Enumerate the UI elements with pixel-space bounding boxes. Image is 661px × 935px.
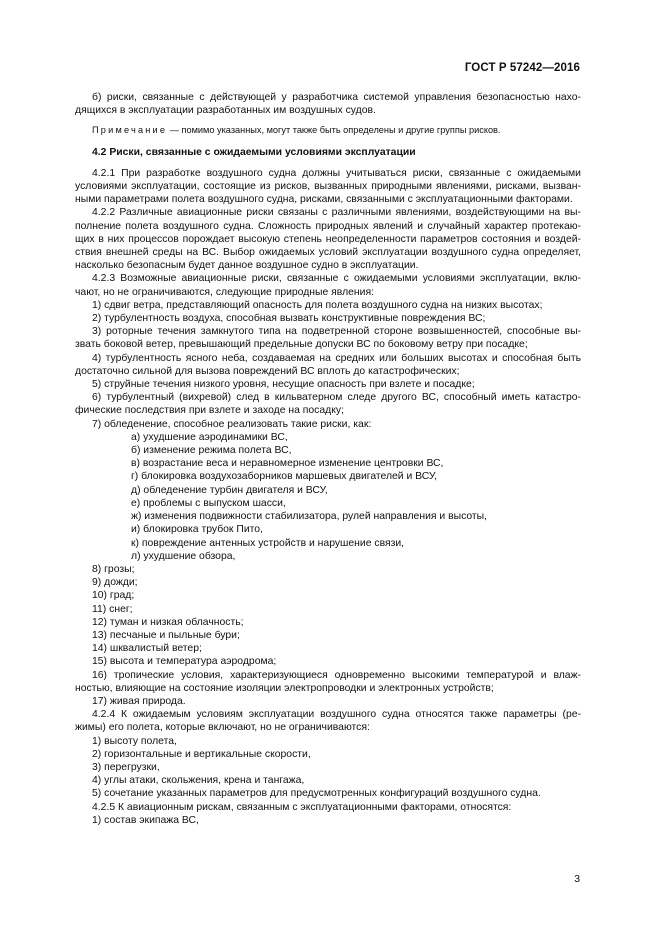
icing-subitem: и) блокировка трубок Пито,: [131, 524, 263, 536]
page-number: 3: [574, 874, 580, 885]
natural-item: 6) турбулентный (вихревой) след в кильватерном следе другого ВС, способный иметь катастро-фические последствия при взлете и заходе на посадку;: [75, 392, 581, 417]
paragraph-4-2-5: 4.2.5 К авиационным рискам, связанным с эксплуатационными факторами, относятся:: [92, 801, 512, 813]
natural-item: 15) высота и температура аэродрома;: [92, 656, 277, 668]
icing-subitem: а) ухудшение аэродинамики ВС,: [131, 431, 288, 443]
note: [75, 124, 581, 137]
natural-item: 2) турбулентность воздуха, способная вызвать конструктивные повреждения ВС;: [92, 313, 486, 325]
natural-item: 8) грозы;: [92, 563, 135, 575]
natural-item: 14) шквалистый ветер;: [92, 643, 202, 655]
ops-item: 1) состав экипажа ВС,: [92, 814, 199, 826]
natural-item: 3) роторные течения замкнутого типа на подветренной стороне возвышенностей, способные вы-звать боковой ветер, превышающий предельные допуски ВС по боковому ветру при посадке;: [75, 326, 581, 351]
flight-item: 4) углы атаки, скольжения, крена и тангажа,: [92, 775, 305, 787]
icing-subitem: д) обледенение турбин двигателя и ВСУ,: [131, 484, 328, 496]
icing-subitem: б) изменение режима полета ВС,: [131, 445, 292, 457]
flight-item: 2) горизонтальные и вертикальные скорости,: [92, 748, 311, 760]
natural-item: 5) струйные течения низкого уровня, несущие опасность при взлете и посадке;: [92, 379, 475, 391]
natural-item: 16) тропические условия, характеризующиеся одновременно высокими температурой и влаж-ностью, влияющие на состояние изоляции электропроводки и электронных устройств;: [75, 669, 581, 694]
flight-item: 1) высоту полета,: [92, 735, 177, 747]
doc-code-header: ГОСТ Р 57242—2016: [464, 62, 580, 74]
document-body: [75, 91, 581, 827]
icing-subitem: в) возрастание веса и неравномерное изменение центровки ВС,: [131, 458, 444, 470]
section-title: 4.2 Риски, связанные с ожидаемыми условиями эксплуатации: [92, 146, 416, 158]
icing-subitem: ж) изменения подвижности стабилизатора, рулей направления и высоты,: [131, 511, 488, 523]
natural-item: 9) дожди;: [92, 577, 138, 589]
natural-item: 7) обледенение, способное реализовать такие риски, как:: [92, 418, 372, 430]
flight-item: 5) сочетание указанных параметров для предусмотренных конфигураций воздушного судна.: [92, 788, 541, 800]
paragraph-4-2-2: 4.2.2 Различные авиационные риски связаны с различными явлениями, воздействующими на вы-полнение полета воздушного судна. Сложность природных явлений и случайный характер протекаю-щих в них процессов порождает высокую степень неопределенности параметров состояния и воздей-ствия внешней среды на ВС. Выбор ожидаемых условий эксплуатации воздушного судна определяет, насколько безопасным будет данное воздушное судно в эксплуатации.: [75, 207, 581, 272]
icing-subitem: л) ухудшение обзора,: [131, 550, 236, 562]
natural-item: 4) турбулентность ясного неба, создаваемая на средних или больших высотах и способная быть достаточно сильной для вызова повреждений ВС вплоть до катастрофических;: [75, 352, 581, 377]
icing-subitem: г) блокировка воздухозаборников маршевых двигателей и ВСУ,: [131, 471, 438, 483]
paragraph-4-2-1: 4.2.1 При разработке воздушного судна должны учитываться риски, связанные с ожидаемыми условиями эксплуатации, состоящие из рисков, вызванных природными явлениями, рисками, вызван-ными параметрами полета воздушного судна, рисками, связанными с эксплуатационными факторами.: [75, 167, 581, 206]
flight-item: 3) перегрузки,: [92, 761, 160, 773]
note-label: Примечание: [92, 125, 168, 136]
note-text: — помимо указанных, могут также быть определены и другие группы рисков.: [167, 125, 501, 136]
natural-item: 1) сдвиг ветра, представляющий опасность для полета воздушного судна на низких высотах;: [92, 299, 543, 311]
natural-item: 10) град;: [92, 590, 135, 602]
natural-item: 13) песчаные и пыльные бури;: [92, 629, 240, 641]
natural-item: 12) туман и низкая облачность;: [92, 616, 244, 628]
icing-subitem: к) повреждение антенных устройств и нарушение связи,: [131, 537, 405, 549]
natural-item: 17) живая природа.: [92, 695, 186, 707]
paragraph-4-2-3: 4.2.3 Возможные авиационные риски, связанные с ожидаемыми условиями эксплуатации, вклю-чают, но не ограничиваются, следующие природные явления:: [75, 273, 581, 298]
paragraph-4-2-4: 4.2.4 К ожидаемым условиям эксплуатации воздушного судна относятся также параметры (ре-жимы) его полета, которые включают, но не ограничиваются:: [75, 709, 581, 734]
natural-item: 11) снег;: [92, 603, 133, 615]
intro-item-b: б) риски, связанные с действующей у разработчика системой управления безопасностью нахо-дящихся в эксплуатации разработанных им воздушных судов.: [75, 92, 581, 117]
icing-subitem: е) проблемы с выпуском шасси,: [131, 497, 286, 509]
